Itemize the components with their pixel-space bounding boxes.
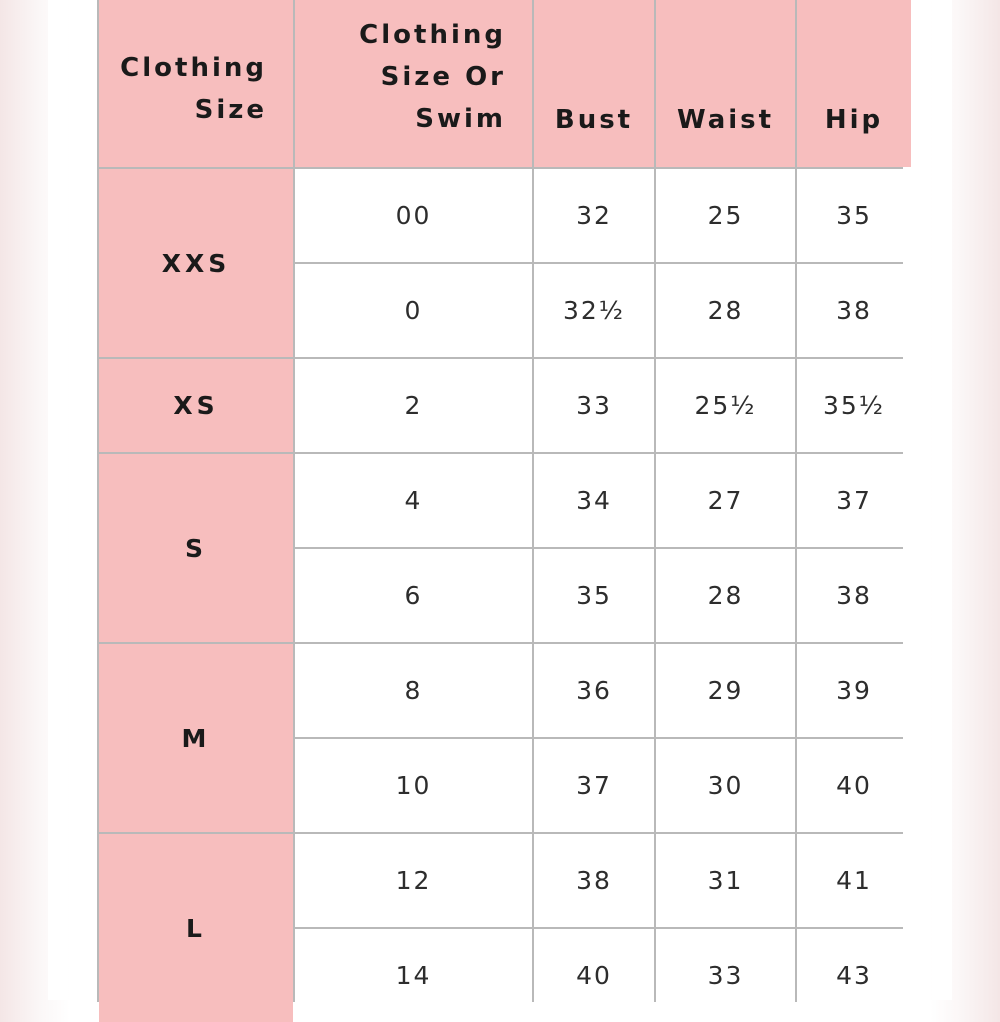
- size-label-xxs: XXS: [99, 169, 293, 357]
- header-hip: [797, 0, 911, 167]
- cell-size-00: 00: [295, 169, 532, 262]
- cell-bust: 38: [534, 834, 654, 927]
- cell-hip: 40: [797, 739, 911, 832]
- cell-size-8: 8: [295, 644, 532, 737]
- cell-hip: 41: [797, 834, 911, 927]
- header-bust: [534, 0, 654, 167]
- cell-size-4: 4: [295, 454, 532, 547]
- header-waist: [656, 0, 795, 167]
- header-bust-label: Bust: [554, 105, 634, 135]
- cell-waist: 29: [656, 644, 795, 737]
- cell-waist: 28: [656, 264, 795, 357]
- cell-hip: 38: [797, 264, 911, 357]
- cell-bust: 33: [534, 359, 654, 452]
- cell-waist: 30: [656, 739, 795, 832]
- cell-waist: 31: [656, 834, 795, 927]
- cell-size-0: 0: [295, 264, 532, 357]
- size-label-l: L: [99, 834, 293, 1022]
- cell-size-12: 12: [295, 834, 532, 927]
- cell-hip: 38: [797, 549, 911, 642]
- cell-bust: 40: [534, 929, 654, 1022]
- cell-bust: 34: [534, 454, 654, 547]
- header-clothing-size-or-swim: [295, 0, 532, 167]
- cell-bust: 37: [534, 739, 654, 832]
- cell-bust: 36: [534, 644, 654, 737]
- cell-size-2: 2: [295, 359, 532, 452]
- cell-bust: 35: [534, 549, 654, 642]
- size-chart-table: [97, 0, 903, 1002]
- cell-waist: 25: [656, 169, 795, 262]
- cell-hip: 35½: [797, 359, 911, 452]
- cell-bust: 32½: [534, 264, 654, 357]
- cell-size-6: 6: [295, 549, 532, 642]
- header-clothing-size: [99, 0, 293, 167]
- cell-waist: 33: [656, 929, 795, 1022]
- cell-hip: 43: [797, 929, 911, 1022]
- header-clothing-size-line1: Clothing: [120, 52, 267, 83]
- cell-hip: 35: [797, 169, 911, 262]
- cell-size-14: 14: [295, 929, 532, 1022]
- left-margin-band: [48, 0, 68, 1000]
- size-label-xs: XS: [99, 359, 293, 452]
- cell-waist: 27: [656, 454, 795, 547]
- cell-hip: 39: [797, 644, 911, 737]
- size-label-s: S: [99, 454, 293, 642]
- cell-waist: 28: [656, 549, 795, 642]
- header-size-or-swim-line3: Swim: [415, 104, 506, 134]
- cell-bust: 32: [534, 169, 654, 262]
- header-size-or-swim-line2: Size Or: [380, 62, 506, 92]
- cell-size-10: 10: [295, 739, 532, 832]
- size-label-m: M: [99, 644, 293, 832]
- right-margin-band: [932, 0, 952, 1000]
- header-size-or-swim-line1: Clothing: [359, 20, 506, 50]
- header-clothing-size-line2: Size: [194, 94, 267, 125]
- cell-waist: 25½: [656, 359, 795, 452]
- cell-hip: 37: [797, 454, 911, 547]
- header-waist-label: Waist: [676, 105, 775, 135]
- header-hip-label: Hip: [824, 105, 884, 135]
